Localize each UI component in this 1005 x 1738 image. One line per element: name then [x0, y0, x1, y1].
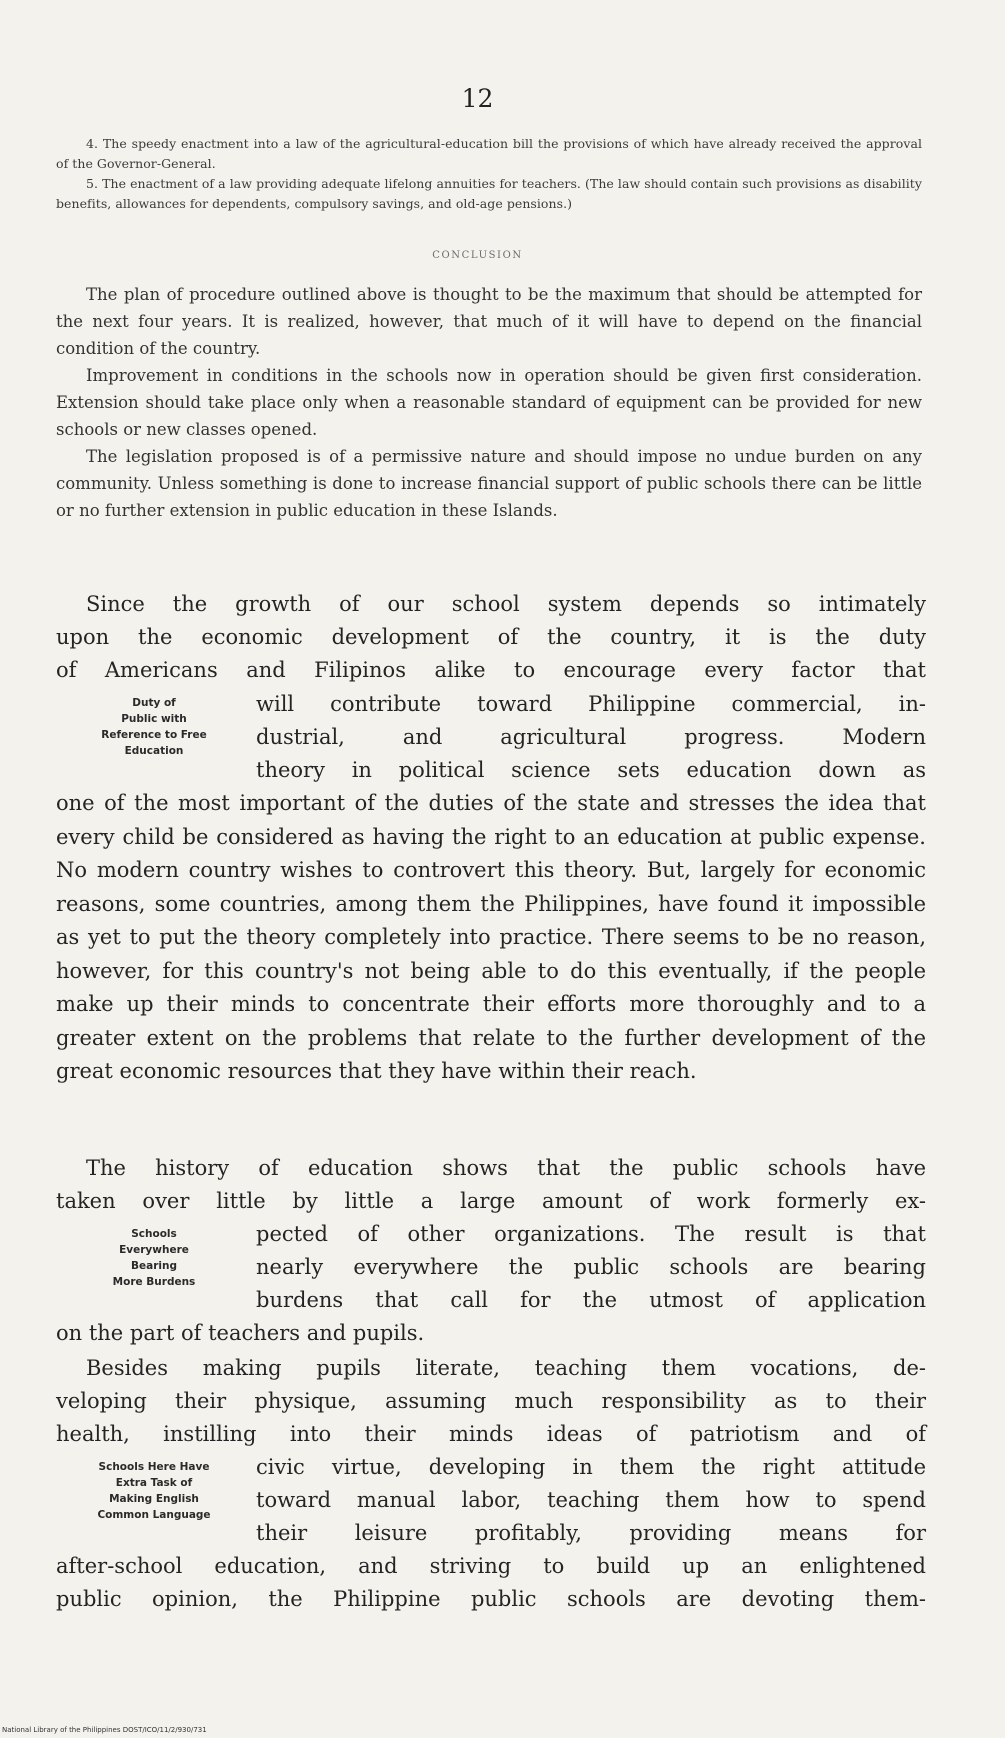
body-line: after-school education, and striving to build up an enlightened	[56, 1554, 926, 1578]
margin-note-line: Bearing	[131, 1260, 177, 1272]
margin-note-line: Education	[124, 745, 184, 757]
body-line: of Americans and Filipinos alike to encourage every factor that	[56, 658, 926, 682]
body-line: on the part of teachers and pupils.	[56, 1321, 425, 1345]
margin-note-line: Public with	[121, 713, 187, 725]
body-line: public opinion, the Philippine public schools are devoting them-	[56, 1587, 926, 1611]
body-line: pected of other organizations. The result is that	[256, 1222, 926, 1246]
conclusion-paragraph: The legislation proposed is of a permissive nature and should impose no undue burden on any community. Unless something is done to increase financial support of public schools there can be little or no further extension in public education in these Islands.	[56, 447, 922, 520]
body-line: upon the economic development of the country, it is the duty	[56, 625, 926, 649]
margin-note-line: Duty of	[132, 697, 176, 709]
margin-note-line: Common Language	[97, 1509, 211, 1521]
margin-note-line: Making English	[109, 1493, 199, 1505]
recommendation-item-4: 4. The speedy enactment into a law of the agricultural-education bill the provisions of which have already received the approval of the Governor-General.	[56, 136, 922, 171]
margin-note-line: Schools	[131, 1228, 177, 1240]
body-line: dustrial, and agricultural progress. Modern	[256, 725, 926, 749]
recommendation-item-5: 5. The enactment of a law providing adequate lifelong annuities for teachers. (The law should contain such provisions as disability benefits, allowances for dependents, compulsory savings, and old-age pensions.)	[56, 176, 922, 211]
body-line: veloping their physique, assuming much responsibility as to their	[56, 1389, 926, 1413]
page-number: 12	[461, 84, 494, 113]
body-line: civic virtue, developing in them the right attitude	[256, 1455, 926, 1479]
scan-footer: National Library of the Philippines DOST/ICO/11/2/930/731	[2, 1726, 207, 1734]
body-line: burdens that call for the utmost of application	[256, 1288, 926, 1312]
conclusion-heading: CONCLUSION	[432, 250, 523, 261]
recommendation-list	[56, 134, 922, 214]
body-line: will contribute toward Philippine commercial, in-	[256, 692, 926, 716]
conclusion-paragraph: Improvement in conditions in the schools now in operation should be given first consideration. Extension should take place only when a reasonable standard of equipment can be provided for new schools or new classes opened.	[56, 366, 922, 439]
margin-note-schools-everywhere	[56, 1226, 252, 1290]
body-line: The history of education shows that the public schools have	[86, 1156, 926, 1180]
body-line: Since the growth of our school system depends so intimately	[86, 592, 926, 616]
body-line: health, instilling into their minds ideas of patriotism and of	[56, 1422, 926, 1446]
body-line: taken over little by little a large amount of work formerly ex-	[56, 1189, 926, 1213]
margin-note-line: Reference to Free	[101, 729, 207, 741]
margin-note-english-common-language	[56, 1459, 252, 1523]
margin-note-duty-of-public	[56, 695, 252, 759]
margin-note-line: More Burdens	[112, 1276, 196, 1288]
margin-note-line: Schools Here Have	[98, 1461, 210, 1473]
margin-note-line: Everywhere	[119, 1244, 189, 1256]
body-line: their leisure profitably, providing means for	[256, 1521, 926, 1545]
body-paragraph: one of the most important of the duties of the state and stresses the idea that every child be considered as having the right to an education at public expense. No modern country wishes to controvert this theory. But, largely for economic reasons, some countries, among them the Philippines, have found it impossible as yet to put the theory completely into practice. There seems to be no reason, however, for this country's not being able to do this eventually, if the people make up their minds to concentrate their efforts more thoroughly and to a greater extent on the problems that relate to the further development of the great economic resources that they have within their reach.	[56, 791, 926, 1083]
body-line: nearly everywhere the public schools are bearing	[256, 1255, 926, 1279]
conclusion-paragraph: The plan of procedure outlined above is thought to be the maximum that should be attempted for the next four years. It is realized, however, that much of it will have to depend on the financial condition of the country.	[56, 285, 922, 358]
body-line: Besides making pupils literate, teaching them vocations, de-	[86, 1356, 926, 1380]
body-line: theory in political science sets education down as	[256, 758, 926, 782]
margin-note-line: Extra Task of	[115, 1477, 193, 1489]
conclusion-section	[56, 281, 922, 524]
body-line: toward manual labor, teaching them how to spend	[256, 1488, 926, 1512]
